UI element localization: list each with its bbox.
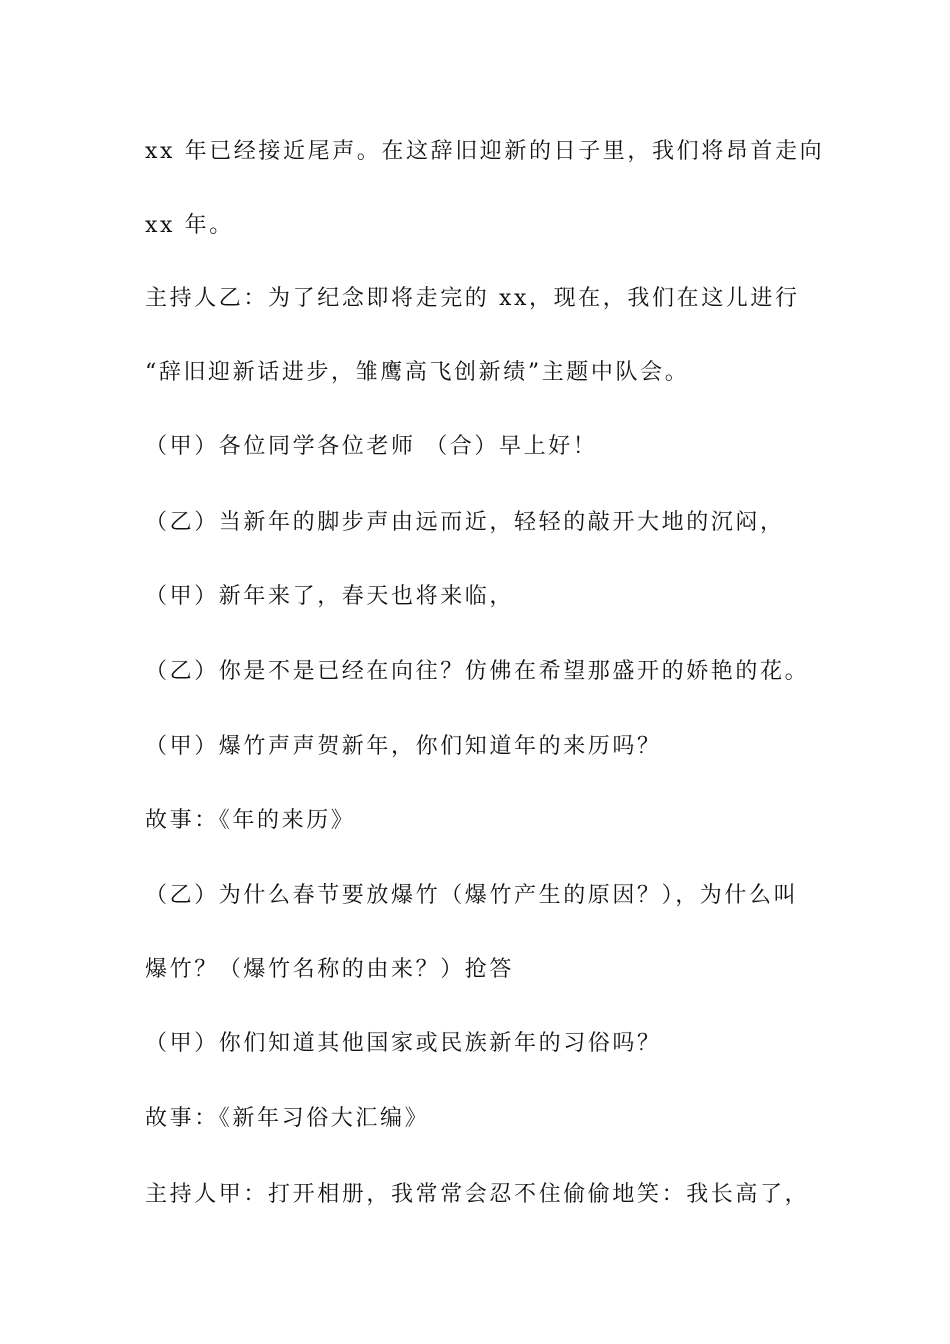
text-line: xx 年已经接近尾声。在这辞旧迎新的日子里，我们将昂首走向 <box>145 139 825 164</box>
text-line: （甲）爆竹声声贺新年，你们知道年的来历吗？ <box>145 734 662 759</box>
text-line: （乙）为什么春节要放爆竹（爆竹产生的原因？），为什么叫 <box>145 883 799 908</box>
text-line: 爆竹？（爆竹名称的由来？）抢答 <box>145 957 515 982</box>
text-line: 主持人乙：为了纪念即将走完的 xx，现在，我们在这儿进行 <box>145 286 800 311</box>
text-line: 故事：《年的来历》 <box>145 808 356 833</box>
text-line: （乙）你是不是已经在向往？仿佛在希望那盛开的娇艳的花。 <box>145 659 810 684</box>
text-line: （甲）各位同学各位老师 （合）早上好！ <box>145 434 598 459</box>
text-line: “辞旧迎新话进步，雏鹰高飞创新绩”主题中队会。 <box>145 360 690 385</box>
text-line: 故事：《新年习俗大汇编》 <box>145 1106 430 1131</box>
text-line: 主持人甲：打开相册，我常常会忍不住偷偷地笑：我长高了， <box>145 1182 810 1207</box>
text-line: xx 年。 <box>145 213 234 238</box>
text-line: （甲）新年来了，春天也将来临， <box>145 584 515 609</box>
text-line: （甲）你们知道其他国家或民族新年的习俗吗？ <box>145 1031 662 1056</box>
text-line: （乙）当新年的脚步声由远而近，轻轻的敲开大地的沉闷， <box>145 510 785 535</box>
